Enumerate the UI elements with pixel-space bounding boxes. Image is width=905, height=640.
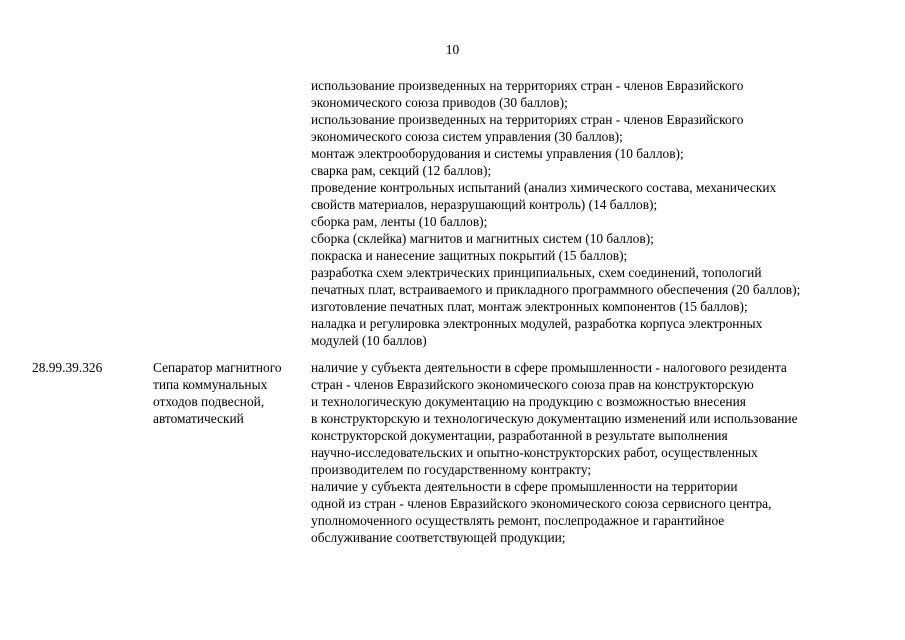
requirement-line: в конструкторскую и технологическую документацию изменений или использование	[311, 411, 798, 426]
requirement-line: обслуживание соответствующей продукции;	[311, 530, 566, 545]
product-name-line: автоматический	[153, 411, 244, 426]
requirement-line: экономического союза приводов (30 баллов);	[311, 95, 568, 110]
requirement-line: использование произведенных на территориях стран - членов Евразийского	[311, 112, 744, 127]
requirement-line: экономического союза систем управления (30 баллов);	[311, 129, 623, 144]
requirement-line: проведение контрольных испытаний (анализ химического состава, механических	[311, 180, 777, 195]
requirement-line: сборка рам, ленты (10 баллов);	[311, 214, 488, 229]
requirement-line: одной из стран - членов Евразийского экономического союза сервисного центра,	[311, 496, 772, 511]
requirement-line: печатных плат, встраиваемого и прикладного программного обеспечения (20 баллов);	[311, 282, 801, 297]
product-code: 28.99.39.326	[32, 360, 103, 375]
requirement-line: сборка (склейка) магнитов и магнитных систем (10 баллов);	[311, 231, 654, 246]
requirement-line: и технологическую документацию на продукцию с возможностью внесения	[311, 394, 746, 409]
continuation-requirements	[311, 77, 891, 349]
requirement-line: уполномоченного осуществлять ремонт, послепродажное и гарантийное	[311, 513, 725, 528]
requirement-line: наличие у субъекта деятельности в сфере промышленности на территории	[311, 479, 738, 494]
product-requirements	[311, 359, 891, 546]
page-number: 10	[445, 42, 460, 57]
requirement-line: научно-исследовательских и опытно-конструкторских работ, осуществленных	[311, 445, 758, 460]
product-name-line: отходов подвесной,	[153, 394, 265, 409]
requirement-line: производителем по государственному контракту;	[311, 462, 592, 477]
requirement-line: наличие у субъекта деятельности в сфере промышленности - налогового резидента	[311, 360, 787, 375]
requirement-line: монтаж электрооборудования и системы управления (10 баллов);	[311, 146, 684, 161]
requirement-line: свойств материалов, неразрушающий контроль) (14 баллов);	[311, 197, 658, 212]
requirement-line: покраска и нанесение защитных покрытий (15 баллов);	[311, 248, 628, 263]
product-name-line: Сепаратор магнитного	[153, 360, 282, 375]
product-name	[153, 359, 303, 427]
requirement-line: конструкторской документации, разработанной в результате выполнения	[311, 428, 728, 443]
requirement-line: разработка схем электрических принципиальных, схем соединений, топологий	[311, 265, 762, 280]
requirement-line: наладка и регулировка электронных модулей, разработка корпуса электронных	[311, 316, 763, 331]
requirement-line: сварка рам, секций (12 баллов);	[311, 163, 492, 178]
requirement-line: модулей (10 баллов)	[311, 333, 427, 348]
product-name-line: типа коммунальных	[153, 377, 268, 392]
requirement-line: стран - членов Евразийского экономического союза прав на конструкторскую	[311, 377, 754, 392]
requirement-line: использование произведенных на территориях стран - членов Евразийского	[311, 78, 744, 93]
requirement-line: изготовление печатных плат, монтаж электронных компонентов (15 баллов);	[311, 299, 748, 314]
